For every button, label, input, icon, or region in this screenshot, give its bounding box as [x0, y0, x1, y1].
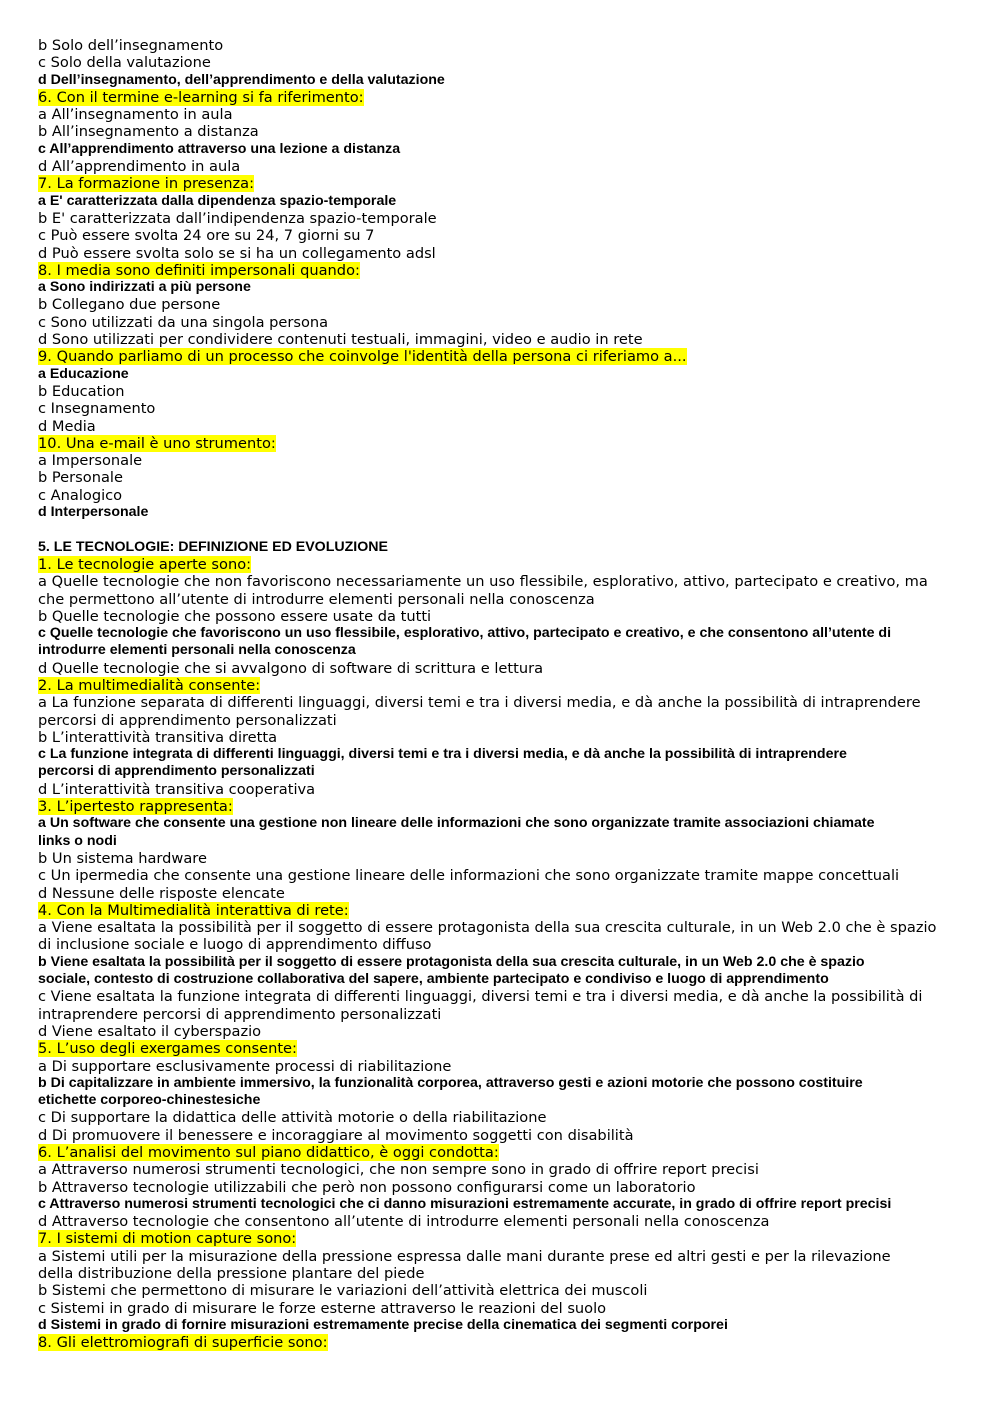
- highlighted-question: [38, 556, 251, 573]
- answer-line: c Viene esaltata la funzione integrata di differenti linguaggi, diversi temi e tra i diversi media, e dà anche la possibilità di: [38, 988, 923, 1006]
- answer-line: d Può essere svolta solo se si ha un collegamento adsl: [38, 244, 436, 262]
- section-heading: 5. LE TECNOLOGIE: DEFINIZIONE ED EVOLUZIONE: [38, 538, 388, 555]
- answer-line: d Media: [38, 417, 96, 435]
- answer-line: b Personale: [38, 469, 123, 487]
- answer-line: b All’insegnamento a distanza: [38, 123, 259, 141]
- answer-line: c Può essere svolta 24 ore su 24, 7 giorni su 7: [38, 227, 375, 245]
- question-line: [38, 1230, 978, 1247]
- question-line: [38, 798, 978, 815]
- answer-line: d Quelle tecnologie che si avvalgono di software di scrittura e lettura: [38, 659, 544, 677]
- question-number: 10.: [38, 434, 62, 452]
- question-text: Una e-mail è uno strumento:: [65, 434, 276, 452]
- correct-answer-line: introdurre elementi personali nella conoscenza: [38, 642, 356, 659]
- answer-line: b Solo dell’insegnamento: [38, 37, 224, 54]
- answer-line: c Sistemi in grado di misurare le forze esterne attraverso le reazioni del suolo: [38, 1299, 607, 1317]
- highlighted-question: [38, 1040, 297, 1057]
- correct-answer-line: b Viene esaltata la possibilità per il soggetto di essere protagonista della sua crescita culturale, in un Web 2.0 che è spazio: [38, 953, 865, 970]
- answer-line: a Viene esaltata la possibilità per il soggetto di essere protagonista della sua crescita culturale, in un Web 2.0 che è spazio: [38, 919, 937, 937]
- question-line: [38, 175, 978, 192]
- document-page: [38, 37, 978, 1352]
- question-line: [38, 902, 978, 919]
- correct-answer-line: percorsi di apprendimento personalizzati: [38, 763, 315, 780]
- answer-line: a Attraverso numerosi strumenti tecnologici, che non sempre sono in grado di offrire report precisi: [38, 1161, 759, 1179]
- question-line: [38, 262, 978, 279]
- answer-line: a Quelle tecnologie che non favoriscono necessariamente un uso flessibile, esplorativo, attivo, partecipato e creativo, ma: [38, 573, 928, 591]
- highlighted-question: [38, 1334, 328, 1351]
- answer-line: percorsi di apprendimento personalizzati: [38, 711, 337, 729]
- answer-line: b Education: [38, 382, 125, 400]
- answer-line: a Sistemi utili per la misurazione della pressione espressa dalle mani durante prese ed altri gesti e per la rilevazione: [38, 1247, 891, 1265]
- answer-line: b L’interattività transitiva diretta: [38, 728, 278, 746]
- highlighted-question: [38, 677, 260, 694]
- question-number: 8.: [38, 1334, 52, 1352]
- correct-answer-line: c La funzione integrata di differenti linguaggi, diversi temi e tra i diversi media, e dà anche la possibilità di intraprendere: [38, 746, 847, 763]
- question-number: 7.: [38, 175, 52, 193]
- answer-line: b Sistemi che permettono di misurare le variazioni dell’attività elettrica dei muscoli: [38, 1282, 648, 1300]
- question-number: 2.: [38, 676, 52, 694]
- answer-line: di inclusione sociale e luogo di apprendimento diffuso: [38, 936, 432, 954]
- answer-line: b Collegano due persone: [38, 296, 221, 314]
- question-line: [38, 1334, 978, 1351]
- correct-answer-line: a Un software che consente una gestione non lineare delle informazioni che sono organizzate tramite associazioni chiamate: [38, 815, 875, 832]
- correct-answer-line: a Educazione: [38, 365, 129, 382]
- answer-line: a Di supportare esclusivamente processi di riabilitazione: [38, 1057, 452, 1075]
- answer-line: c Insegnamento: [38, 400, 156, 418]
- question-number: 4.: [38, 901, 52, 919]
- question-text: I media sono definiti impersonali quando:: [56, 261, 360, 279]
- highlighted-question: [38, 89, 364, 106]
- highlighted-question: [38, 902, 349, 919]
- question-text: Quando parliamo di un processo che coinvolge l'identità della persona ci riferiamo a...: [56, 348, 687, 366]
- question-number: 9.: [38, 348, 52, 366]
- answer-line: d All’apprendimento in aula: [38, 158, 241, 176]
- answer-line: c Sono utilizzati da una singola persona: [38, 313, 329, 331]
- question-number: 1.: [38, 555, 52, 573]
- answer-line: d Viene esaltato il cyberspazio: [38, 1022, 262, 1040]
- question-line: [38, 89, 978, 106]
- correct-answer-line: d Dell’insegnamento, dell’apprendimento e della valutazione: [38, 71, 445, 88]
- highlighted-question: [38, 348, 687, 365]
- highlighted-question: [38, 262, 360, 279]
- answer-line: b Quelle tecnologie che possono essere usate da tutti: [38, 607, 432, 625]
- correct-answer-line: links o nodi: [38, 832, 117, 849]
- answer-line: c Un ipermedia che consente una gestione lineare delle informazioni che sono organizzate tramite mappe concettuali: [38, 867, 900, 885]
- answer-line: d L’interattività transitiva cooperativa: [38, 780, 316, 798]
- answer-line: b Attraverso tecnologie utilizzabili che però non possono configurarsi come un laboratorio: [38, 1178, 696, 1196]
- answer-line: della distribuzione della pressione plantare del piede: [38, 1265, 425, 1283]
- correct-answer-line: a Sono indirizzati a più persone: [38, 279, 251, 296]
- answer-line: intraprendere percorsi di apprendimento personalizzati: [38, 1005, 442, 1023]
- question-number: 5.: [38, 1040, 52, 1058]
- correct-answer-line: a E' caratterizzata dalla dipendenza spazio-temporale: [38, 192, 397, 209]
- answer-line: b E' caratterizzata dall’indipendenza spazio-temporale: [38, 209, 437, 227]
- answer-line: d Attraverso tecnologie che consentono all’utente di introdurre elementi personali nella conoscenza: [38, 1213, 770, 1231]
- question-text: I sistemi di motion capture sono:: [56, 1230, 297, 1248]
- question-text: L’ipertesto rappresenta:: [56, 798, 233, 816]
- highlighted-question: [38, 1144, 499, 1161]
- question-text: La multimedialità consente:: [56, 676, 261, 694]
- question-text: L’analisi del movimento sul piano didattico, è oggi condotta:: [56, 1144, 499, 1161]
- highlighted-question: [38, 1230, 296, 1247]
- question-number: 7.: [38, 1230, 52, 1248]
- correct-answer-line: d Sistemi in grado di fornire misurazioni estremamente precise della cinematica dei segmenti corporei: [38, 1316, 728, 1333]
- answer-line: a All’insegnamento in aula: [38, 106, 233, 124]
- question-number: 3.: [38, 798, 52, 816]
- question-number: 8.: [38, 261, 52, 279]
- correct-answer-line: d Interpersonale: [38, 504, 149, 521]
- answer-line: c Solo della valutazione: [38, 54, 211, 72]
- correct-answer-line: sociale, contesto di costruzione collaborativa del sapere, ambiente partecipato e condiviso e luogo di apprendimento: [38, 971, 829, 988]
- correct-answer-line: c All’apprendimento attraverso una lezione a distanza: [38, 140, 401, 157]
- answer-line: d Sono utilizzati per condividere contenuti testuali, immagini, video e audio in rete: [38, 331, 643, 349]
- question-number: 6.: [38, 1144, 52, 1161]
- answer-line: a La funzione separata di differenti linguaggi, diversi temi e tra i diversi media, e dà anche la possibilità di intraprendere: [38, 694, 921, 712]
- question-line: [38, 1144, 978, 1161]
- question-text: Con la Multimedialità interattiva di rete:: [56, 901, 349, 919]
- question-line: [38, 435, 978, 452]
- question-line: [38, 348, 978, 365]
- correct-answer-line: c Quelle tecnologie che favoriscono un uso flessibile, esplorativo, attivo, partecipato e creativo, e che consentono all’utente di: [38, 625, 892, 642]
- answer-line: b Un sistema hardware: [38, 849, 207, 867]
- highlighted-question: [38, 798, 233, 815]
- question-text: La formazione in presenza:: [56, 175, 254, 193]
- question-line: [38, 556, 978, 573]
- question-text: Gli elettromiografi di superficie sono:: [56, 1334, 328, 1352]
- question-text: Le tecnologie aperte sono:: [56, 555, 252, 573]
- answer-line: d Nessune delle risposte elencate: [38, 884, 285, 902]
- question-text: Con il termine e-learning si fa riferimento:: [56, 88, 364, 106]
- answer-line: c Di supportare la didattica delle attività motorie o della riabilitazione: [38, 1109, 547, 1127]
- answer-line: d Di promuovere il benessere e incoraggiare al movimento soggetti con disabilità: [38, 1126, 634, 1144]
- answer-line: c Analogico: [38, 486, 123, 504]
- answer-line: a Impersonale: [38, 452, 143, 470]
- highlighted-question: [38, 435, 276, 452]
- question-line: [38, 1040, 978, 1057]
- question-text: L’uso degli exergames consente:: [56, 1040, 297, 1058]
- question-number: 6.: [38, 88, 52, 106]
- correct-answer-line: c Attraverso numerosi strumenti tecnologici che ci danno misurazioni estremamente accurate, in grado di offrire report precisi: [38, 1195, 892, 1212]
- answer-line: che permettono all’utente di introdurre elementi personali nella conoscenza: [38, 590, 595, 608]
- blank-line: [38, 521, 978, 538]
- highlighted-question: [38, 175, 254, 192]
- correct-answer-line: b Di capitalizzare in ambiente immersivo, la funzionalità corporea, attraverso gesti e azioni motorie che possono costituire: [38, 1074, 863, 1091]
- correct-answer-line: etichette corporeo-chinestesiche: [38, 1092, 261, 1109]
- question-line: [38, 677, 978, 694]
